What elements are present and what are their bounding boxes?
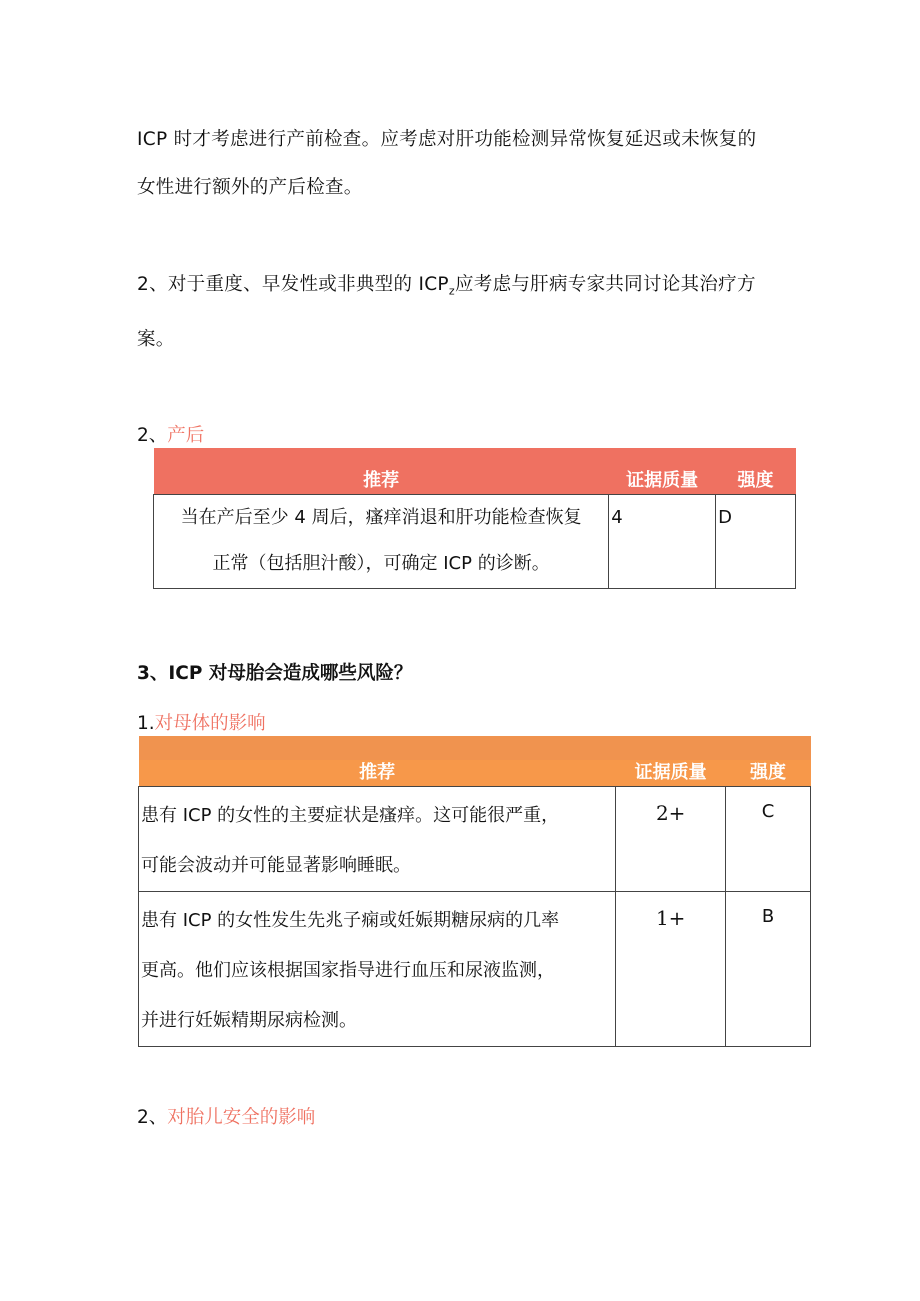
intro-line-1: ICP 时才考虑进行产前检查。应考虑对肝功能检测异常恢复延迟或未恢复的: [137, 129, 757, 150]
recommendation-cell: 当在产后至少 4 周后，瘙痒消退和肝功能检查恢复 正常（包括胆汁酸），可确定 ICP 的诊断。: [154, 495, 609, 589]
postpartum-recommendation-table: [153, 448, 796, 589]
postpartum-heading-num: 2、: [137, 425, 168, 446]
fetal-heading-title: 对胎儿安全的影响: [167, 1107, 316, 1128]
header-recommendation: 推荐: [154, 448, 609, 495]
table-header-row: [139, 736, 811, 787]
header-grade: 强度: [726, 736, 811, 787]
recommendation-cell: 患有 ICP 的女性的主要症状是瘙痒。这可能很严重， 可能会波动并可能显著影响睡眠。: [139, 787, 616, 892]
table-row: [154, 495, 796, 589]
evidence-cell: 2+: [616, 787, 726, 892]
point-2-subscript: z: [448, 284, 455, 298]
intro-paragraph: [137, 116, 807, 212]
maternal-heading-num: 1.: [137, 713, 155, 734]
grade-cell: D: [716, 495, 796, 589]
header-grade: 强度: [716, 448, 796, 495]
grade-cell: C: [726, 787, 811, 892]
table-row: [139, 892, 811, 1047]
point-2-text-cont: 应考虑与肝病专家共同讨论其治疗方: [454, 274, 756, 295]
evidence-cell: 4: [609, 495, 716, 589]
maternal-heading: [137, 712, 266, 736]
postpartum-heading-title: 产后: [167, 425, 205, 446]
header-evidence: 证据质量: [616, 736, 726, 787]
point-2-paragraph: [137, 261, 807, 364]
table-row: [139, 787, 811, 892]
recommendation-cell: 患有 ICP 的女性发生先兆子痫或妊娠期糖尿病的几率 更高。他们应该根据国家指导进行血压和尿液监测， 并进行妊娠精期尿病检测。: [139, 892, 616, 1047]
point-2-line-2: 案。: [137, 328, 175, 350]
intro-line-2: 女性进行额外的产后检查。: [137, 177, 363, 198]
point-2-text: 2、对于重度、早发性或非典型的 ICP: [137, 274, 449, 295]
maternal-heading-title: 对母体的影响: [154, 713, 266, 734]
question-3-heading: 3、ICP 对母胎会造成哪些风险？: [137, 663, 413, 684]
evidence-cell: 1+: [616, 892, 726, 1047]
fetal-heading: [137, 1106, 315, 1130]
maternal-recommendation-table: [138, 736, 811, 1047]
header-evidence: 证据质量: [609, 448, 716, 495]
table-header-row: [154, 448, 796, 495]
header-recommendation: 推荐: [139, 736, 616, 787]
postpartum-heading: [137, 424, 204, 448]
fetal-heading-num: 2、: [137, 1107, 168, 1128]
grade-cell: B: [726, 892, 811, 1047]
